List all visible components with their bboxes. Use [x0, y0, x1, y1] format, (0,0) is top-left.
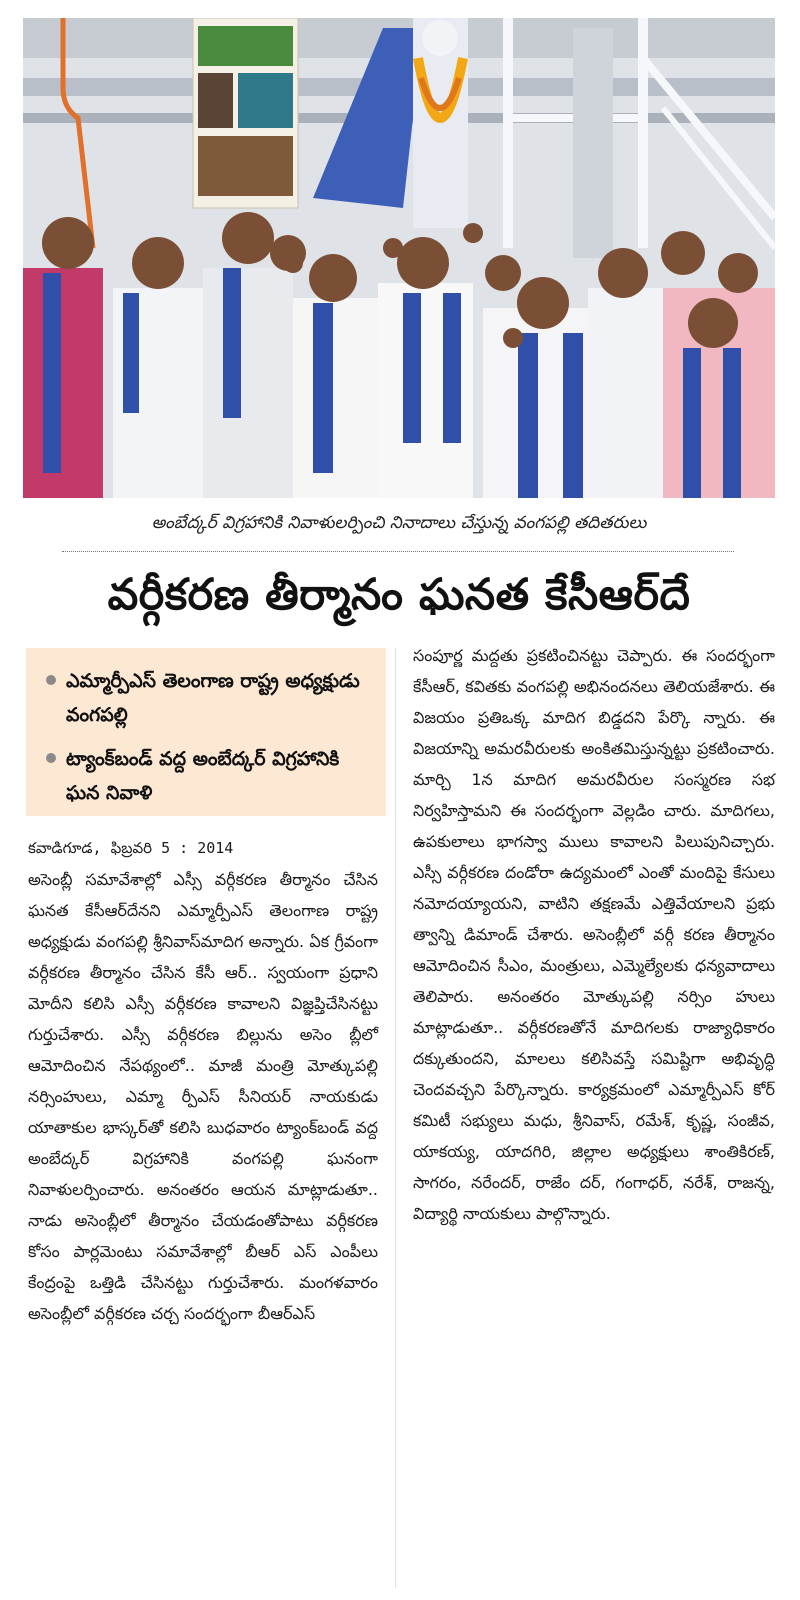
- bullet-icon: [46, 753, 56, 763]
- headline: వర్గీకరణ తీర్మానం ఘనత కేసీఆర్‌దే: [107, 570, 691, 620]
- highlight-item: [46, 664, 376, 732]
- column-divider: [395, 648, 396, 1588]
- bullet-icon: [46, 675, 56, 685]
- highlight-item: [46, 742, 376, 810]
- article-text-right: సంపూర్ణ మద్దతు ప్రకటించినట్టు చెప్పారు. ఈ సందర్భంగా కేసీఆర్, కవితకు వంగపల్లి అభినందనలు తెలియజేశారు. ఈ విజయం ప్రతిఒక్క మాదిగ బిడ్డదని పేర్కొ న్నారు. ఈ విజయాన్ని అమరవీరులకు అంకితమిస్తున్నట్టు ప్రకటించారు. మార్చి 1న మాదిగ అమరవీరుల సంస్మరణ సభ నిర్వహిస్తామని ఈ సందర్భంగా వెల్లడిం చారు. మాదిగలు, ఉపకులాలు భాగస్వా ములు కావాలని పిలుపునిచ్చారు. ఎస్సీ వర్గీకరణ దండోరా ఉద్యమంలో ఎంతో మందిపై కేసులు నమోదయ్యాయని, వాటిని తక్షణమే ఎత్తివేయాలని ప్రభు త్వాన్ని డిమాండ్ చేశారు. అసెంబ్లీలో వర్గీ కరణ తీర్మానం ఆమోదించిన సీఎం, మంత్రులు, ఎమ్మెల్యేలకు ధన్యవాదాలు తెలిపారు. అనంతరం మోత్కుపల్లి నర్సిం హులు మాట్లాడుతూ.. వర్గీకరణతోనే మాదిగలకు రాజ్యాధికారం దక్కుతుందని, మాలలు కలిసివస్తే సమిష్టిగా అభివృద్ధి చెందవచ్చని పేర్కొన్నారు. కార్యక్రమంలో ఎమ్మార్పీఎస్ కోర్ కమిటీ సభ్యులు మధు, శ్రీనివాస్, రమేశ్, కృష్ణ, సంజీవ, యాకయ్య, యాదగిరి, జిల్లాల అధ్యక్షులు శాంతికిరణ్, సాగరం, నరేందర్, రాజేం దర్, గంగాధర్, నరేశ్, రాజన్న, విద్యార్థి నాయకులు పాల్గొన్నారు.: [413, 646, 775, 1223]
- highlights-box: [26, 648, 386, 816]
- highlight-text: ఎమ్మార్పీఎస్ తెలంగాణ రాష్ట్ర అధ్యక్షుడు వంగపల్లి: [66, 670, 360, 726]
- dateline: కవాడిగూడ, ఫిబ్రవరి 5 : 2014: [28, 839, 234, 857]
- photo-caption: అంబేద్కర్ విగ్రహానికి నివాళులర్పించి నినాదాలు చేస్తున్న వంగపల్లి తదితరులు: [151, 513, 647, 533]
- article-column-right: [413, 640, 775, 1595]
- caption-divider: [62, 551, 734, 552]
- group-photo-image: [23, 18, 775, 498]
- highlight-text: ట్యాంక్‌బండ్ వద్ద అంబేద్కర్ విగ్రహానికి ఘన నివాళి: [66, 748, 340, 804]
- article-column-left: [28, 833, 378, 1593]
- article-text-left: అసెంబ్లీ సమావేశాల్లో ఎస్సీ వర్గీకరణ తీర్మానం చేసిన ఘనత కేసీఆర్‌దేనని ఎమ్మార్పీఎస్ తెలంగాణ రాష్ట్ర అధ్యక్షుడు వంగపల్లి శ్రీనివాస్‌మాదిగ అన్నారు. ఏక గ్రీవంగా వర్గీకరణ తీర్మానం చేసిన కేసీ ఆర్.. స్వయంగా ప్రధాని మోదీని కలిసి ఎస్సీ వర్గీకరణ కావాలని విజ్ఞప్తిచేసినట్టు గుర్తుచేశారు. ఎస్సీ వర్గీకరణ బిల్లును అసెం బ్లీలో ఆమోదించిన నేపథ్యంలో.. మాజీ మంత్రి మోత్కుపల్లి నర్సింహులు, ఎమ్మా ర్పీఎస్ సీనియర్ నాయకుడు యాతాకుల భాస్కర్‌తో కలిసి బుధవారం ట్యాంక్‌బండ్ వద్ద అంబేద్కర్ విగ్రహానికి వంగపల్లి ఘనంగా నివాళులర్పించారు. అనంతరం ఆయన మాట్లాడుతూ.. నాడు అసెంబ్లీలో తీర్మానం చేయడంతోపాటు వర్గీకరణ కోసం పార్లమెంటు సమావేశాల్లో బీఆర్ ఎస్ ఎంపీలు కేంద్రంపై ఒత్తిడి చేసినట్టు గుర్తుచేశారు. మంగళవారం అసెంబ్లీలో వర్గీకరణ చర్చ సందర్భంగా బీఆర్‌ఎస్: [28, 870, 378, 1323]
